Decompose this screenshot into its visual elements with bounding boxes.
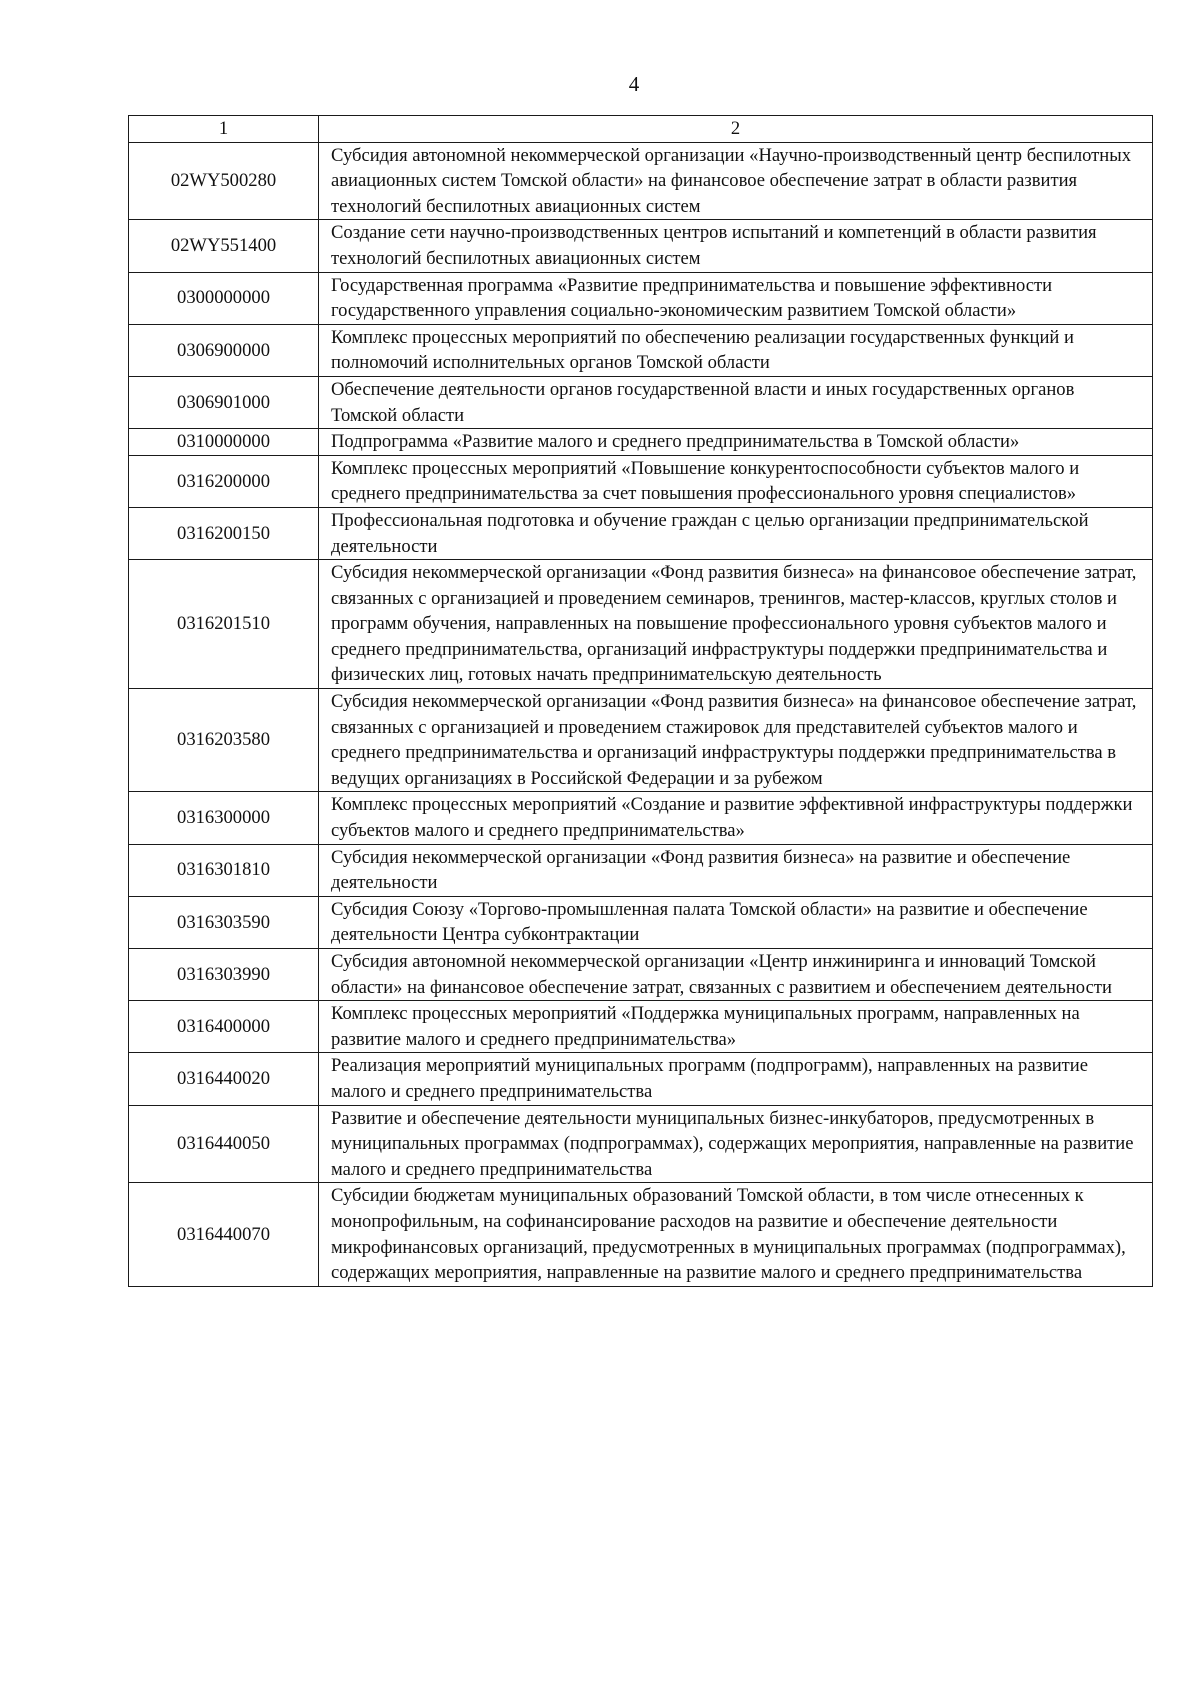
row-name: Создание сети научно-производственных центров испытаний и компетенций в области развития технологий беспилотных авиационных систем xyxy=(319,220,1153,272)
column-header-code: 1 xyxy=(129,116,319,143)
table-row xyxy=(129,272,1153,324)
row-name: Субсидия некоммерческой организации «Фонд развития бизнеса» на финансовое обеспечение затрат, связанных с организацией и проведением стажировок для представителей субъектов малого и среднего предпринимательства и организаций инфраструктуры поддержки предпринимательства в ведущих организациях в Российской Федерации и за рубежом xyxy=(319,689,1153,792)
row-code: 0310000000 xyxy=(129,429,319,456)
row-name: Комплекс процессных мероприятий «Создание и развитие эффективной инфраструктуры поддержки субъектов малого и среднего предпринимательства» xyxy=(319,792,1153,844)
row-name: Комплекс процессных мероприятий «Поддержка муниципальных программ, направленных на развитие малого и среднего предпринимательства» xyxy=(319,1001,1153,1053)
table-row xyxy=(129,1053,1153,1105)
table-row xyxy=(129,507,1153,559)
row-code: 0316440020 xyxy=(129,1053,319,1105)
table-row xyxy=(129,429,1153,456)
row-name: Комплекс процессных мероприятий «Повышение конкурентоспособности субъектов малого и среднего предпринимательства за счет повышения профессионального уровня специалистов» xyxy=(319,455,1153,507)
table-row xyxy=(129,376,1153,428)
row-code: 0316300000 xyxy=(129,792,319,844)
row-name: Комплекс процессных мероприятий по обеспечению реализации государственных функций и полномочий исполнительных органов Томской области xyxy=(319,324,1153,376)
row-code: 0306901000 xyxy=(129,376,319,428)
row-code: 0300000000 xyxy=(129,272,319,324)
table-row xyxy=(129,1183,1153,1286)
row-code: 02WY551400 xyxy=(129,220,319,272)
row-code: 0316440070 xyxy=(129,1183,319,1286)
table-row xyxy=(129,949,1153,1001)
row-code: 02WY500280 xyxy=(129,142,319,220)
table-row xyxy=(129,1105,1153,1183)
table-row xyxy=(129,896,1153,948)
row-name: Реализация мероприятий муниципальных программ (подпрограмм), направленных на развитие малого и среднего предпринимательства xyxy=(319,1053,1153,1105)
table-header-row xyxy=(129,116,1153,143)
row-name: Субсидия Союзу «Торгово-промышленная палата Томской области» на развитие и обеспечение деятельности Центра субконтрактации xyxy=(319,896,1153,948)
row-code: 0316303590 xyxy=(129,896,319,948)
row-name: Профессиональная подготовка и обучение граждан с целью организации предпринимательской деятельности xyxy=(319,507,1153,559)
table-row xyxy=(129,1001,1153,1053)
table-row xyxy=(129,324,1153,376)
row-name: Субсидия некоммерческой организации «Фонд развития бизнеса» на финансовое обеспечение затрат, связанных с организацией и проведением семинаров, тренингов, мастер-классов, круглых столов и программ обучения, направленных на повышение профессионального уровня субъектов малого и среднего предпринимательства, организаций инфраструктуры поддержки предпринимательства и физических лиц, готовых начать предпринимательскую деятельность xyxy=(319,560,1153,689)
table-row xyxy=(129,560,1153,689)
row-name: Обеспечение деятельности органов государственной власти и иных государственных органов Томской области xyxy=(319,376,1153,428)
row-name: Подпрограмма «Развитие малого и среднего предпринимательства в Томской области» xyxy=(319,429,1153,456)
table-row xyxy=(129,689,1153,792)
table-row xyxy=(129,455,1153,507)
table-row xyxy=(129,142,1153,220)
row-code: 0316200000 xyxy=(129,455,319,507)
row-name: Субсидия автономной некоммерческой организации «Научно-производственный центр беспилотных авиационных систем Томской области» на финансовое обеспечение затрат в области развития технологий беспилотных авиационных систем xyxy=(319,142,1153,220)
row-name: Субсидии бюджетам муниципальных образований Томской области, в том числе отнесенных к монопрофильным, на софинансирование расходов на развитие и обеспечение деятельности микрофинансовых организаций, предусмотренных в муниципальных программах (подпрограммах), содержащих мероприятия, направленные на развитие малого и среднего предпринимательства xyxy=(319,1183,1153,1286)
row-name: Субсидия некоммерческой организации «Фонд развития бизнеса» на развитие и обеспечение деятельности xyxy=(319,844,1153,896)
table-row xyxy=(129,844,1153,896)
row-code: 0316440050 xyxy=(129,1105,319,1183)
table-row xyxy=(129,220,1153,272)
table-row xyxy=(129,792,1153,844)
row-code: 0316203580 xyxy=(129,689,319,792)
row-name: Государственная программа «Развитие предпринимательства и повышение эффективности государственного управления социально-экономическим развитием Томской области» xyxy=(319,272,1153,324)
column-header-name: 2 xyxy=(319,116,1153,143)
row-name: Субсидия автономной некоммерческой организации «Центр инжиниринга и инноваций Томской области» на финансовое обеспечение затрат, связанных с развитием и обеспечением деятельности xyxy=(319,949,1153,1001)
row-code: 0316303990 xyxy=(129,949,319,1001)
row-name: Развитие и обеспечение деятельности муниципальных бизнес-инкубаторов, предусмотренных в муниципальных программах (подпрограммах), содержащих мероприятия, направленные на развитие малого и среднего предпринимательства xyxy=(319,1105,1153,1183)
page-number: 4 xyxy=(628,72,640,96)
row-code: 0316201510 xyxy=(129,560,319,689)
row-code: 0316200150 xyxy=(129,507,319,559)
row-code: 0316400000 xyxy=(129,1001,319,1053)
classifier-table xyxy=(128,115,1153,1287)
row-code: 0316301810 xyxy=(129,844,319,896)
row-code: 0306900000 xyxy=(129,324,319,376)
